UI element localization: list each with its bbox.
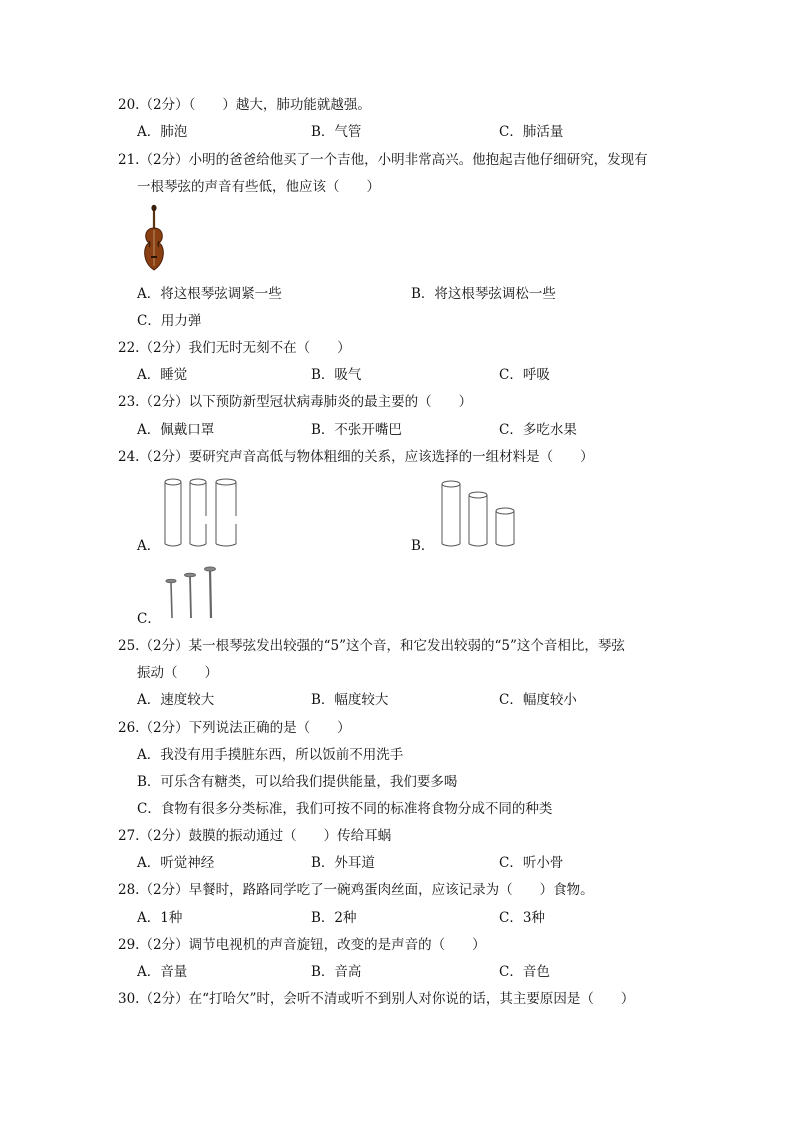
option-c[interactable]: C．幅度较小 (499, 692, 577, 708)
option-c[interactable]: C．用力弹 (137, 313, 202, 329)
question-number: 23. (118, 394, 140, 410)
question-text: （2分）要研究声音高低与物体粗细的关系，应该选择的一组材料是（ ） (139, 449, 594, 465)
option-c[interactable]: C． (137, 611, 161, 627)
question-29 (118, 936, 486, 954)
question-25-continued: 振动（ ） (137, 665, 218, 681)
option-a[interactable]: A．1种 (137, 910, 183, 926)
question-21-continued: 一根琴弦的声音有些低，他应该（ ） (137, 179, 380, 195)
option-b[interactable]: B．将这根琴弦调松一些 (411, 286, 556, 302)
option-c[interactable]: C．音色 (499, 964, 550, 980)
option-a[interactable]: A．我没有用手摸脏东西，所以饭前不用洗手 (137, 747, 404, 763)
option-b[interactable]: B．外耳道 (311, 855, 375, 871)
question-26 (118, 719, 351, 737)
violin-image (138, 204, 170, 274)
question-24 (118, 448, 594, 466)
question-number: 30. (118, 991, 140, 1007)
question-text: （2分）鼓膜的振动通过（ ）传给耳蜗 (139, 828, 392, 844)
question-text: （2分）某一根琴弦发出较强的“5”这个音，和它发出较弱的“5”这个音相比，琴弦 (139, 638, 625, 654)
question-number: 24. (118, 449, 140, 465)
question-text: （2分）小明的爸爸给他买了一个吉他，小明非常高兴。他抱起吉他仔细研究，发现有 (139, 152, 648, 168)
question-text: （2分）调节电视机的声音旋钮，改变的是声音的（ ） (139, 937, 486, 953)
option-a[interactable]: A．肺泡 (137, 124, 188, 140)
question-20 (118, 96, 371, 114)
question-text: （2分）（ ）越大，肺功能就越强。 (139, 97, 371, 113)
option-b[interactable]: B．不张开嘴巴 (311, 422, 402, 438)
question-28 (118, 881, 594, 899)
question-23 (118, 393, 472, 411)
question-27 (118, 827, 391, 845)
option-c[interactable]: C．3种 (499, 910, 545, 926)
tubes-different-height-image (438, 478, 520, 552)
option-b[interactable]: B．可乐含有糖类，可以给我们提供能量，我们要多喝 (137, 774, 458, 790)
option-a[interactable]: A．睡觉 (137, 367, 188, 383)
option-a[interactable]: A．佩戴口罩 (137, 422, 215, 438)
option-b[interactable]: B．吸气 (311, 367, 362, 383)
option-b[interactable]: B．2种 (311, 910, 357, 926)
option-a[interactable]: A．速度较大 (137, 692, 215, 708)
question-number: 20. (118, 97, 140, 113)
option-c[interactable]: C．听小骨 (499, 855, 564, 871)
option-c[interactable]: C．食物有很多分类标准，我们可按不同的标准将食物分成不同的种类 (137, 801, 553, 817)
question-25 (118, 637, 625, 655)
question-number: 21. (118, 152, 140, 168)
option-b[interactable]: B．音高 (311, 964, 362, 980)
option-c[interactable]: C．呼吸 (499, 367, 550, 383)
question-text: （2分）在“打哈欠”时，会听不清或听不到别人对你说的话，其主要原因是（ ） (139, 991, 635, 1007)
option-c[interactable]: C．多吃水果 (499, 422, 577, 438)
option-a[interactable]: A．听觉神经 (137, 855, 215, 871)
option-a[interactable]: A．音量 (137, 964, 188, 980)
question-text: （2分）我们无时无刻不在（ ） (139, 340, 351, 356)
option-b[interactable]: B． (411, 538, 435, 554)
question-number: 25. (118, 638, 140, 654)
option-c[interactable]: C．肺活量 (499, 124, 564, 140)
question-22 (118, 339, 351, 357)
question-number: 22. (118, 340, 140, 356)
option-a[interactable]: A．将这根琴弦调紧一些 (137, 286, 282, 302)
question-number: 29. (118, 937, 140, 953)
option-b[interactable]: B．幅度较大 (311, 692, 389, 708)
nails-image (163, 566, 219, 622)
question-number: 26. (118, 720, 140, 736)
question-number: 28. (118, 882, 140, 898)
question-number: 27. (118, 828, 140, 844)
option-b[interactable]: B．气管 (311, 124, 362, 140)
question-text: （2分）早餐时，路路同学吃了一碗鸡蛋肉丝面，应该记录为（ ）食物。 (139, 882, 594, 898)
question-21 (118, 151, 648, 169)
question-text: （2分）下列说法正确的是（ ） (139, 720, 351, 736)
option-a[interactable]: A． (137, 538, 161, 554)
question-30 (118, 990, 634, 1008)
tubes-equal-width-image (160, 476, 242, 550)
question-text: （2分）以下预防新型冠状病毒肺炎的最主要的（ ） (139, 394, 473, 410)
